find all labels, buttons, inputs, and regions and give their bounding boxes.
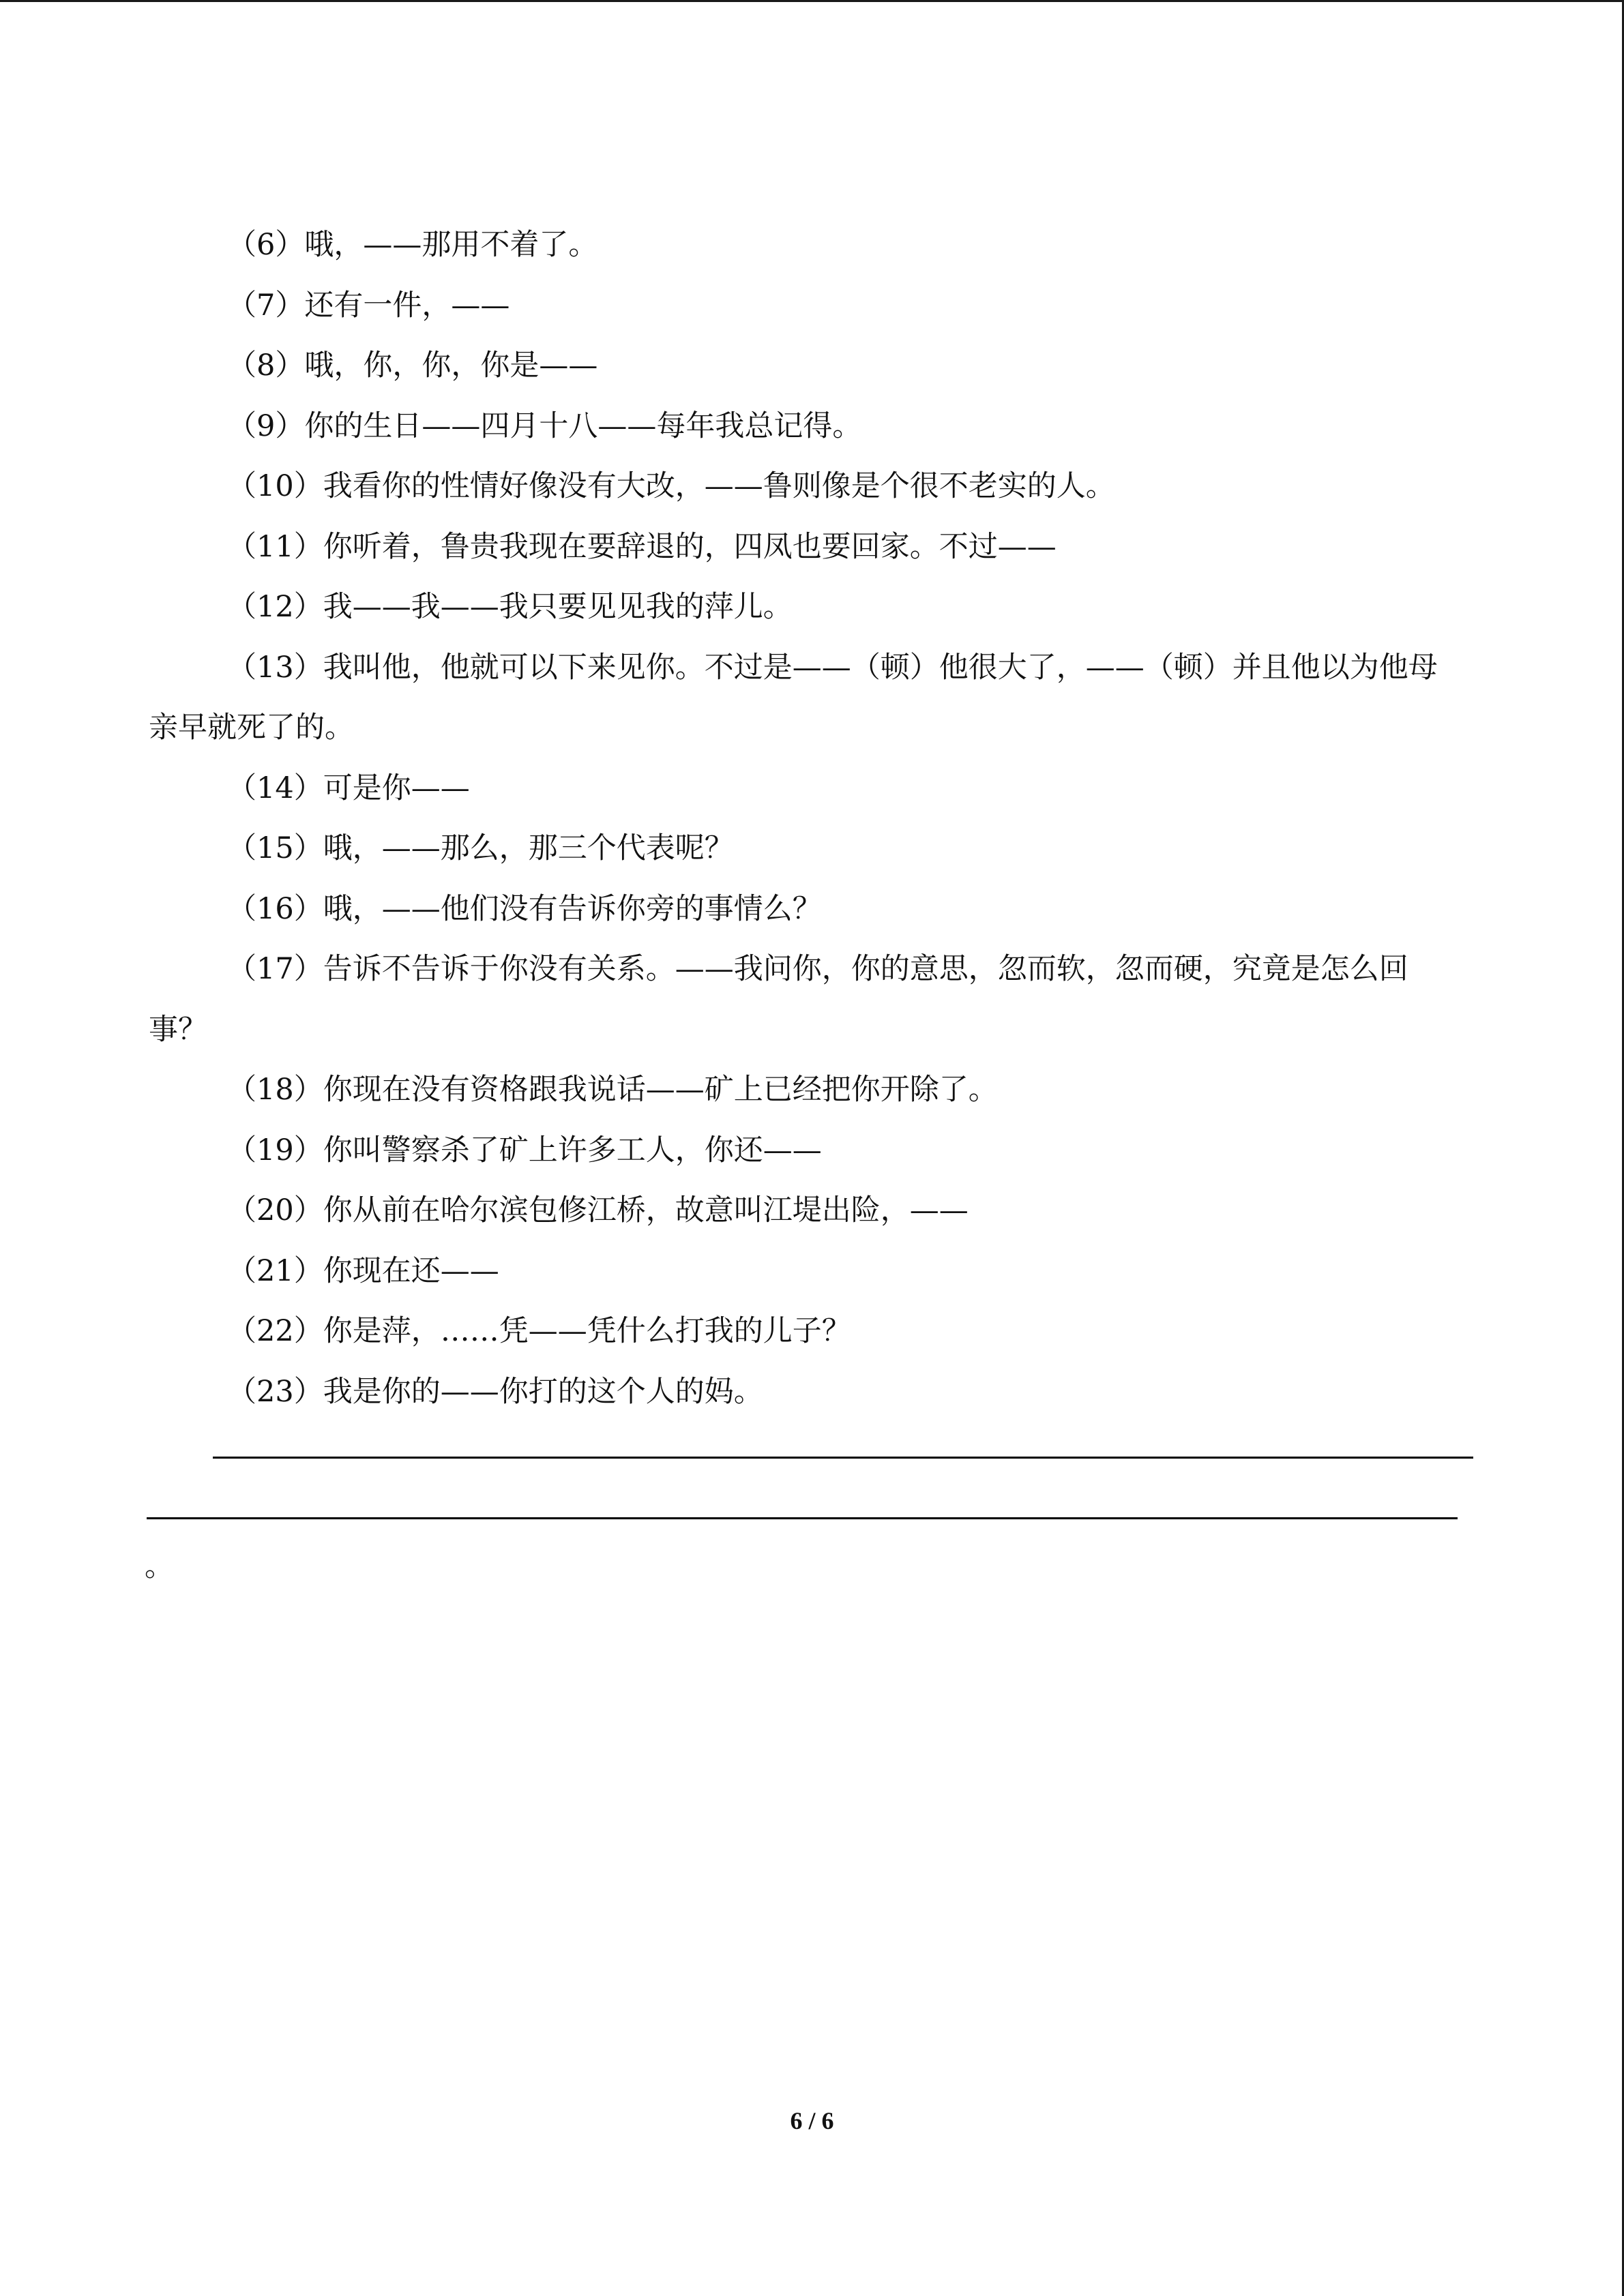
dialogue-line-8: （8）哦，你，你，你是—— — [227, 348, 598, 383]
answer-end-mark: 。 — [145, 1549, 174, 1583]
dialogue-line-20: （20）你从前在哈尔滨包修江桥，故意叫江堤出险，—— — [227, 1193, 969, 1227]
dialogue-line-13: （13）我叫他，他就可以下来见你。不过是——（顿）他很大了，——（顿）并且他以为他母亲早就死了的。 — [149, 650, 1438, 745]
dialogue-line-14: （14）可是你—— — [227, 771, 470, 805]
answer-blank-line-1 — [213, 1457, 1473, 1459]
dialogue-line-18: （18）你现在没有资格跟我说话——矿上已经把你开除了。 — [227, 1073, 998, 1107]
dialogue-line-7: （7）还有一件，—— — [227, 288, 510, 323]
dialogue-line-10: （10）我看你的性情好像没有大改，——鲁则像是个很不老实的人。 — [227, 469, 1115, 503]
dialogue-line-12: （12）我——我——我只要见见我的萍儿。 — [227, 590, 793, 624]
dialogue-line-23: （23）我是你的——你打的这个人的妈。 — [227, 1374, 763, 1409]
dialogue-line-11: （11）你听着，鲁贵我现在要辞退的，四凤也要回家。不过—— — [227, 529, 1057, 564]
dialogue-list — [149, 215, 1461, 1422]
dialogue-line-19: （19）你叫警察杀了矿上许多工人，你还—— — [227, 1133, 822, 1167]
answer-blank-line-2 — [147, 1517, 1458, 1519]
dialogue-line-6: （6）哦，——那用不着了。 — [227, 228, 598, 262]
dialogue-line-21: （21）你现在还—— — [227, 1253, 499, 1288]
page-number: 6 / 6 — [790, 2107, 834, 2134]
dialogue-line-17: （17）告诉不告诉于你没有关系。——我问你，你的意思，忽而软，忽而硬，究竟是怎么回事？ — [149, 952, 1408, 1047]
dialogue-line-16: （16）哦，——他们没有告诉你旁的事情么？ — [227, 891, 822, 926]
dialogue-line-9: （9）你的生日——四月十八——每年我总记得。 — [227, 408, 862, 443]
dialogue-line-15: （15）哦，——那么，那三个代表呢？ — [227, 831, 734, 865]
dialogue-line-22: （22）你是萍，……凭——凭什么打我的儿子？ — [227, 1314, 851, 1348]
